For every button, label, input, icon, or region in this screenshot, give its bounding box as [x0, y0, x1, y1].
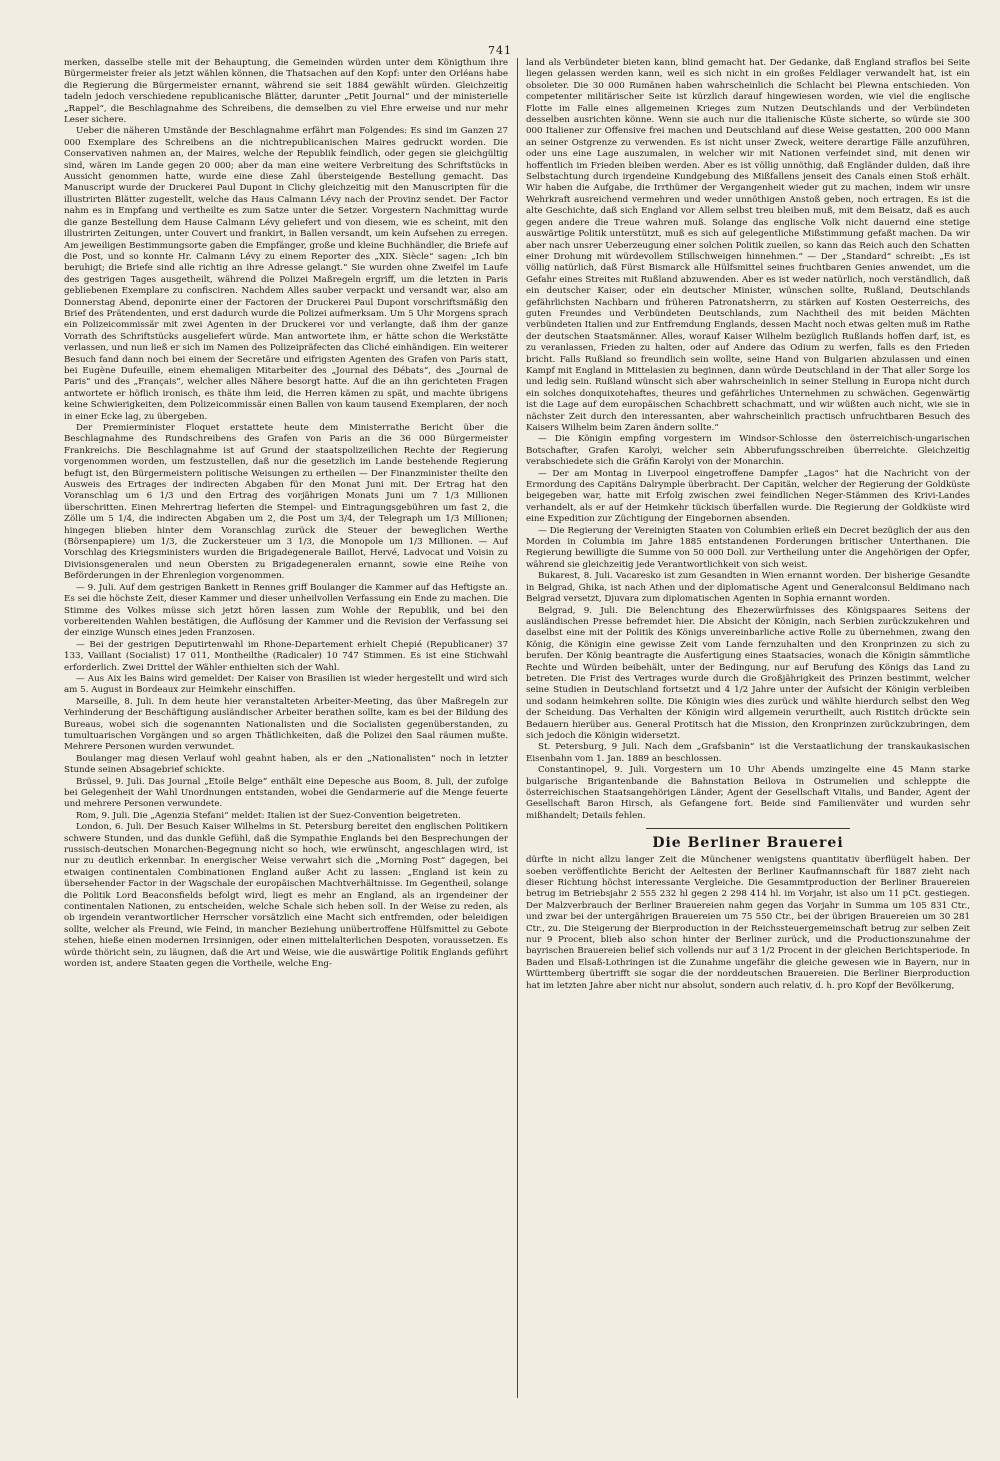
article-title: Die Berliner Brauerei: [652, 835, 844, 852]
paragraph: — Bei der gestrigen Deputirtenwahl im Rhone-Departement erhielt Chepié (Republicaner) 37 133, Vaillant (Socialist) 17 011, Montheilthe (Radicaler) 10 747 Stimmen. Es ist eine Stichwahl erforderlich. Zwei Drittel der Wähler enthielten sich der Wahl.: [64, 639, 508, 673]
paragraph: London, 6. Juli. Der Besuch Kaiser Wilhelms in St. Petersburg bereitet den englischen Politikern schwere Stunden, und das dunkle Gefühl, daß die Sympathie Englands bei den Besprechungen der russisch-deutschen Monarchen-Begegnung nicht so hoch, wie erwünscht, angeschlagen wird, ist nur zu deutlich erkennbar. In energischer Weise verwahrt sich die „Morning Post“ dagegen, bei etwaigen continentalen Combinationen England außer Acht zu lassen: „England ist kein zu übersehender Factor in der Wagschale der europäischen Machtverhältnisse. Im Gegentheil, solange die Politik Lord Beaconsfields befolgt wird, liegt es mehr an England, als an irgendeiner der continentalen Nationen, zu entscheiden, welche Schale sich heben soll. In der Weise zu reden, als ob irgendein verantwortlicher Herrscher vorsätzlich eine Macht sich entfremden, oder beleidigen sollte, welcher als Freund, wie Feind, in mancher Beziehung unübertroffene Hülfsmittel zu Gebote stehen, hieße einen modernen Irrsinnigen, oder einen mittelalterlichen Despoten, voraussetzen. Es würde thöricht sein, zu läugnen, daß die Art und Weise, wie die auswärtige Politik Englands geführt worden ist, andere Staaten gegen die Vortheile, welche Eng-: [64, 822, 508, 970]
paragraph: — 9. Juli. Auf dem gestrigen Bankett in Rennes griff Boulanger die Kammer auf das Heftigste an. Es sei die höchste Zeit, dieser Kammer und dieser unheilvollen Verfassung ein Ende zu machen. Die Stimme des Volkes müsse sich jetzt hören lassen zum Wohle der Republik, und bei den vorbereitenden Wahlen bestätigen, die Auflösung der Kammer und die Revision der Verfassung sei der einzige Wunsch eines jeden Franzosen.: [64, 582, 508, 639]
left-column: [64, 58, 508, 1446]
paragraph: Marseille, 8. Juli. In dem heute hier veranstalteten Arbeiter-Meeting, das über Maßregeln zur Verhinderung der Beschäftigung ausländischer Arbeiter berathen sollte, kam es bei der Bildung des Bureaus, wobei sich die sogenannten Nationalisten und die Socialisten gegenüberstanden, zu tumultuarischen Vorgängen und so argen Thätlichkeiten, daß die Polizei den Saal räumen mußte. Mehrere Personen wurden verwundet.: [64, 696, 508, 753]
page-number: 741: [488, 44, 512, 57]
right-column: [526, 58, 970, 1446]
column-divider: [517, 58, 518, 1398]
paragraph: land als Verbündeter bieten kann, blind gemacht hat. Der Gedanke, daß England straflos bei Seite liegen gelassen werden kann, weil es sich nicht in ein großes Feldlager verwandelt hat, ist ein obsoleter. Die 30 000 Rumänen haben wahrscheinlich die Schlacht bei Plewna entschieden. Von competenter militärischer Seite ist kürzlich darauf hingewiesen worden, wie viel die englische Flotte im Falle eines allgemeinen Krieges zum Nutzen Deutschlands und der Verbündeten desselben ausrichten könne. Wenn sie auch nur die italienische Küste sicherte, so würde sie 300 000 Italiener zur Offensive frei machen und Deutschland auf diese Weise gestatten, 200 000 Mann an seiner Ostgrenze zu verwenden. Es ist nicht unser Zweck, weitere derartige Fälle anzuführen, oder uns eine Lage auszumalen, in welcher wir mit Nationen verfeindet sind, mit denen wir hoffentlich im Frieden bleiben werden. Aber es ist völlig unnöthig, daß Engländer dulden, daß ihre Selbstachtung durch irgendeine Kundgebung des Mißfallens jenseit des Canals einen Stoß erhält. Wir haben die Aufgabe, die Irrthümer der Vergangenheit wieder gut zu machen, indem wir unsre Wehrkraft ausreichend vermehren und weder unnöthigen Anstoß geben, noch ertragen. Es ist die alte Geschichte, daß sich England vor Allem selbst treu bleiben muß, mit dem Beisatz, daß es auch gegen andere die Treue wahren muß. Solange das englische Volk nicht dauernd eine stetige auswärtige Politik unterstützt, muß es sich auf gelegentliche Mißstimmung gefaßt machen. Da wir aber nach unsrer Ueberzeugung einer solchen Politik zueilen, so kann das Reich auch den Schatten einer Drohung mit würdevollem Stillschweigen hinnehmen.“ — Der „Standard“ schreibt: „Es ist völlig natürlich, daß Fürst Bismarck alle Hülfsmittel seines fruchtbaren Genies anwendet, um die Gefahr eines Streites mit Rußland abzuwenden. Aber es ist weder natürlich, noch verständlich, daß ein deutscher Kaiser, oder ein deutscher Minister, wünschen sollte, Rußland, Deutschlands gefährlichsten Nachbarn und früheren Patronatsherrn, zu stärken auf Kosten Oesterreichs, des guten Freundes und Verbündeten Deutschlands, zum Nachtheil des mit beiden Mächten verbündeten Italien und zur Entfremdung Englands, dessen Macht noch etwas gelten muß im Rathe der deutschen Staatsmänner. Alles, worauf Kaiser Wilhelm bezüglich Rußlands hoffen darf, ist, es zu veranlassen, Frieden zu halten, oder auf Andere das Odium zu werfen, falls es den Frieden bricht. Falls Rußland so freundlich sein wollte, seine Hand von Bulgarien abzulassen und einen Kampf mit England in Mittelasien zu beginnen, dann würde Deutschland in der That aller Sorge los und ledig sein. Rußland wünscht sich aber wahrscheinlich in seiner Stellung in Europa nicht durch ein solches donquixotehaftes, theures und gefährliches Unternehmen zu schwächen. Gegenwärtig ist die Lage auf dem europäischen Schachbrett schachmatt, und wir wüßten auch nicht, wie sie in nächster Zeit durch den interessanten, aber wahrscheinlich practisch unfruchtbaren Besuch des Kaisers Wilhelm beim Zaren ändern sollte.“: [526, 58, 970, 433]
paragraph: Rom, 9. Juli. Die „Agenzia Stefani“ meldet: Italien ist der Suez-Convention beigetreten.: [76, 810, 461, 821]
paragraph: — Die Regierung der Vereinigten Staaten von Columbien erließ ein Decret bezüglich der aus den Morden in Columbia im Jahre 1885 entstandenen Forderungen britischer Unterthanen. Die Regierung bewilligte die Summe von 50 000 Doll. zur Vertheilung unter die Angehörigen der Opfer, während sie gleichzeitig jede Verantwortlichkeit von sich weist.: [526, 525, 970, 570]
paragraph: — Die Königin empfing vorgestern im Windsor-Schlosse den österreichisch-ungarischen Botschafter, Grafen Karolyi, welcher sein Abberufungsschreiben überreichte. Gleichzeitig verabschiedete sich die Gräfin Karolyi von der Monarchin.: [526, 434, 970, 468]
paragraph: — Der am Montag in Liverpool eingetroffene Dampfer „Lagos“ hat die Nachricht von der Ermordung des Capitäns Dalrymple überbracht. Der Capitän, welcher der Regierung der Goldküste beigegeben war, hatte mit Erfolg zwischen zwei feindlichen Neger-Stämmen des Krivi-Landes verhandelt, als er auf der Heimkehr tückisch überfallen wurde. Die Regierung der Goldküste wird eine Expedition zur Züchtigung der Eingebornen absenden.: [526, 468, 970, 525]
paragraph: dürfte in nicht allzu langer Zeit die Münchener wenigstens quantitativ überflügelt haben. Der soeben veröffentlichte Bericht der Aeltesten der Berliner Kaufmannschaft für 1887 zieht nach dieser Richtung höchst interessante Vergleiche. Die Gesammtproduction der Berliner Brauereien betrug im Betriebsjahr 2 555 232 hl gegen 2 298 414 hl. im Vorjahr, ist also um 11 pCt. gestiegen. Der Malzverbrauch der Berliner Brauereien nahm gegen das Vorjahr in Summa um 105 831 Ctr., und zwar bei der untergährigen Brauereien um 75 550 Ctr., bei der übrigen Brauereien um 30 281 Ctr., zu. Die Steigerung der Bierproduction in der Reichssteuergemeinschaft betrug zur selben Zeit nur 9 Procent, blieb also schon hinter der Berliner zurück, und die Productionszunahme der bayrischen Brauereien belief sich vollends nur auf 3 1/2 Procent in der gleichen Berichtsperiode. In Baden und Elsaß-Lothringen ist die Zunahme ungefähr die gleiche gewesen wie in Bayern, nur in Württemberg übertrifft sie sogar die der norddeutschen Brauereien. Die Berliner Bierproduction hat im letzten Jahre aber nicht nur absolut, sondern auch relativ, d. h. pro Kopf der Bevölkerung,: [526, 855, 970, 991]
paragraph: Constantinopel, 9. Juli. Vorgestern um 10 Uhr Abends umzingelte eine 45 Mann starke bulgarische Brigantenbande die Bahnstation Beilova in Ostrumelien und schleppte die österreichischen Staatsangehörigen Länder, Agent der Gesellschaft Vitalis, und Bander, Agent der Gesellschaft Baron Hirsch, als Gefangene fort. Beide sind Familienväter und wurden sehr mißhandelt; Details fehlen.: [526, 765, 970, 821]
paragraph: Brüssel, 9. Juli. Das Journal „Etoile Belge“ enthält eine Depesche aus Boom, 8. Juli, der zufolge bei Gelegenheit der Wahl Unordnungen entstanden, wobei die Gendarmerie auf die Menge feuerte und mehrere Personen verwundete.: [64, 776, 508, 810]
paragraph: Der Premierminister Floquet erstattete heute dem Ministerrathe Bericht über die Beschlagnahme des Rundschreibens des Grafen von Paris an die 36 000 Bürgermeister Frankreichs. Die Beschlagnahme ist auf Grund der staatspolizeilichen Rechte der Regierung vorgenommen worden, um festzustellen, daß nur die gesetzlich im Lande bestehende Regierung befugt ist, den Bürgermeistern politische Weisungen zu ertheilen — Der Finanzminister theilte den Ausweis des Ertrages der indirecten Abgaben für den Monat Juni mit. Der Ertrag hat den Voranschlag um 6 1/3 und den Ertrag des vorjährigen Monats Juni um 7 1/3 Millionen überschritten. Einen Mehrertrag lieferten die Stempel- und Eintragungsgebühren um fast 2, die Zölle um 5 1/4, die indirecten Abgaben um 2, die Post um 3/4, der Telegraph um 1/3 Millionen; hingegen blieben hinter dem Voranschlag zurück die Steuer der beweglichen Werthe (Börsenpapiere) um 1/3, die Zuckersteuer um 3 1/3, die Monopole um 1/3 Millionen. — Auf Vorschlag des Kriegsministers wurden die Brigadegenerale Baillot, Hervé, Ladvocat und Voisin zu Divisionsgeneralen und neun Obersten zu Brigadegeneralen ernannt, sowie eine Reihe von Beförderungen in der Ehrenlegion vorgenommen.: [64, 423, 508, 582]
paragraph: merken, dasselbe stelle mit der Behauptung, die Gemeinden würden unter dem Königthum ihre Bürgermeister freier als jetzt wählen können, die Thatsachen auf den Kopf: unter den Orléans habe die Regierung die Bürgermeister ernannt, während sie seit 1884 gewählt würden. Gleichzeitig tadeln jedoch verschiedene republicanische Blätter, darunter „Petit Journal“ und der ministerielle „Rappel“, die Beschlagnahme des Schreibens, die demselben zu viel Ehre erweise und nur mehr Leser sichere.: [64, 58, 508, 126]
paragraph: Boulanger mag diesen Verlauf wohl geahnt haben, als er den „Nationalisten“ noch in letzter Stunde seinen Absagebrief schickte.: [64, 753, 508, 776]
article-divider: [646, 828, 850, 829]
paragraph: Ueber die näheren Umstände der Beschlagnahme erfährt man Folgendes: Es sind im Ganzen 27 000 Exemplare des Schreibens an die nichtrepublicanischen Maires gedruckt worden. Die Conservativen nahmen an, der Maires, welche der Republik feindlich, oder gegen sie gleichgültig sind, wären im Lande gegen 20 000; aber da man eine weitere Verbreitung des Schriftstücks in Aussicht genommen hatte, wurde eine diese Zahl übersteigende Bestellung gemacht. Das Manuscript wurde der Druckerei Paul Dupont in Clichy gleichzeitig mit den Manuscripten für die illustrirten Blätter zugestellt, welche das Haus Calmann Lévy nach der Provinz sendet. Der Factor nahm es in Empfang und vertheilte es zum Satze unter die Setzer. Vorgestern Nachmittag wurde die ganze Bestellung dem Hause Calmann Lévy geliefert und von diesem, wie es scheint, mit den illustrirten Zeitungen, unter Couvert und frankirt, in Ballen versandt, um kein Aufsehen zu erregen. Am jeweiligen Bestimmungsorte gaben die Empfänger, große und kleine Buchhändler, die Briefe auf die Post, und so konnte Hr. Calmann Lévy zu einem Reporter des „XIX. Siècle“ sagen: „Ich bin beruhigt; die Briefe sind alle richtig an ihre Adresse gelangt.“ Sie wurden ohne Zweifel im Laufe des gestrigen Tages ausgetheilt, während die Polizei Maßregeln ergriff, um die letzten in Paris gebliebenen Exemplare zu confisciren. Nachdem Alles sauber verpackt und versandt war, also am Donnerstag Abend, deponirte einer der Factoren der Druckerei Paul Dupont vorschriftsmäßig den Brief des Prätendenten, und erst dadurch wurde die Polizei aufmerksam. Um 5 Uhr Morgens sprach ein Polizeicommissär mit zwei Agenten in der Druckerei vor und verlangte, daß ihm der ganze Vorrath des Schriftstücks ausgeliefert würde. Man antwortete ihm, er hätte schon die Werkstätte verlassen, und nun ließ er sich im Namen des Polizeipräfecten das Cliché einhändigen. Ein weiterer Besuch fand dann noch bei einem der Secretäre und eifrigsten Agenten des Grafen von Paris statt, bei Eugène Dufeuille, einem ehemaligen Mitarbeiter des „Journal des Débats“, des „Journal de Paris“ und des „Français“, welcher alles Nähere besorgt hatte. Auf die an ihn gerichteten Fragen antwortete er höflich ironisch, es thäte ihm leid, die Herren kämen zu spät, und machte übrigens keine Schwierigkeiten, dem Polizeicommissär einen Ballen von kaum tausend Exemplaren, der noch in einer Ecke lag, zu übergeben.: [64, 126, 508, 422]
paragraph: Belgrad, 9. Juli. Die Belenchtung des Ehezerwürfnisses des Königspaares Seitens der ausländischen Presse befremdet hier. Die Absicht der Königin, nach Serbien zurückzukehren und daselbst eine mit der Politik des Königs unvereinbarliche active Rolle zu übernehmen, zwang den König, die Königin eine gewisse Zeit vom Lande fernzuhalten und den Kronprinzen zu sich zu berufen. Der König beantragte die Ausfertigung eines Staatsacies, wonach die Königin sämmtliche Rechte und Würden beibehält, unter der Bedingung, nur auf Berufung des Königs das Land zu betreten. Die Frist des Vertrages wurde durch die Großjährigkeit des Prinzen bestimmt, welcher seine Studien in Deutschland fortsetzt und 4 1/2 Jahre unter der Aufsicht der Königin verbleiben und sodann heimkehren sollte. Die Königin wies dies zurück und wählte hierdurch selbst den Weg der Scheidung. Das Verhalten der Königin wird allgemein verurtheilt, auch Ristitch drückte sein Bedauern hierüber aus. General Protitsch hat die Mission, den Kronprinzen zurückzubringen, dem sich jedoch die Königin widersetzt.: [526, 605, 970, 741]
paragraph: Bukarest, 8. Juli. Vacaresko ist zum Gesandten in Wien ernannt worden. Der bisherige Gesandte in Belgrad, Ghika, ist nach Athen und der diplomatische Agent und Generalconsul Beldimano nach Belgrad versetzt, Djuvara zum diplomatischen Agenten in Sophia ernannt worden.: [526, 571, 970, 605]
paragraph: — Aus Aix les Bains wird gemeldet: Der Kaiser von Brasilien ist wieder hergestellt und wird sich am 5. August in Bordeaux zur Heimkehr einschiffen.: [64, 673, 508, 696]
paragraph: St. Petersburg, 9 Juli. Nach dem „Grafsbanin“ ist die Verstaatlichung der transkaukasischen Eisenbahn vom 1. Jan. 1889 an beschlossen.: [526, 742, 970, 764]
